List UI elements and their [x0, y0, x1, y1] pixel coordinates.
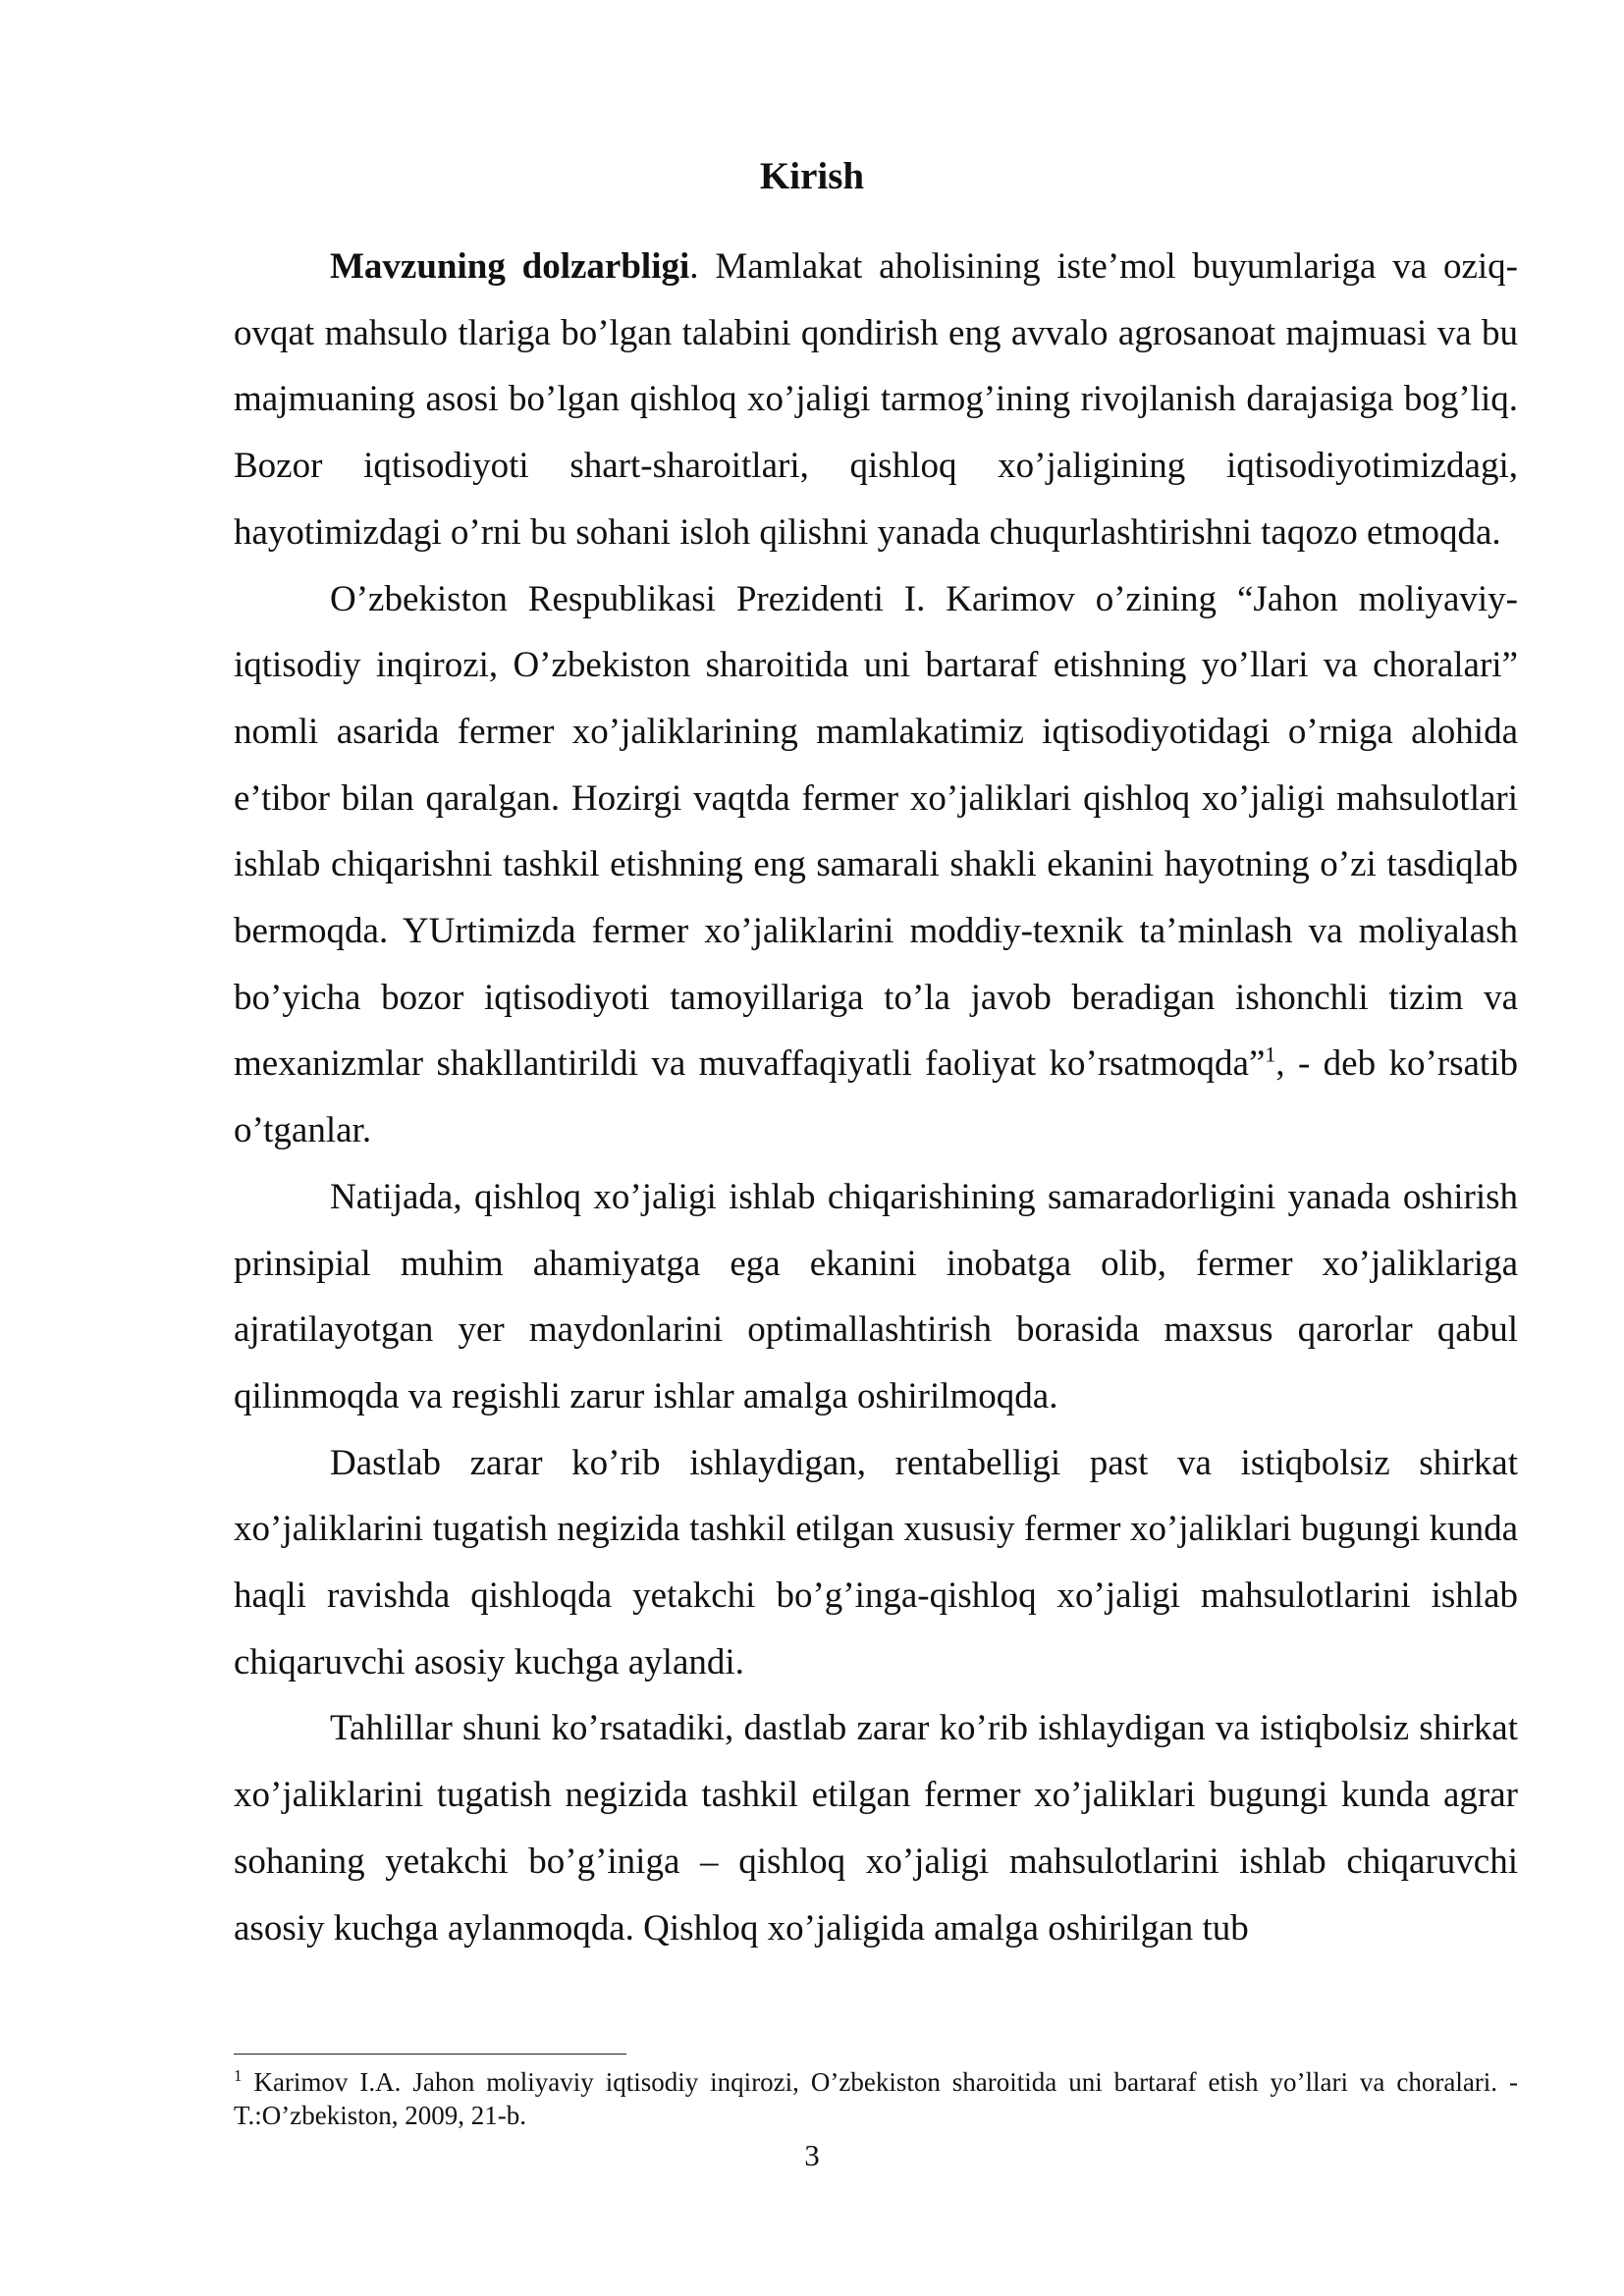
paragraph-text: , - deb ko’rsatib o’tganlar.: [234, 1043, 1518, 1151]
paragraph-text: O’zbekiston Respublikasi Prezidenti I. Karimov o’zining “Jahon moliyaviy-iqtisodiy inqirozi, O’zbekiston sharoitida uni bartaraf etishning yo’llari va choralari” nomli asarida fermer xo’jaliklarining mamlakatimiz iqtisodiyotidagi o’rniga alohida e’tibor bilan qaralgan. Hozirgi vaqtda fermer xo’jaliklari qishloq xo’jaligi mahsulotlari ishlab chiqarishni tashkil etishning eng samarali shakli ekanini hayotning o’zi tasdiqlab bermoqda. YUrtimizda fermer xo’jaliklarini moddiy-texnik ta’minlash va moliyalash bo’yicha bozor iqtisodiyoti tamoyillariga to’la javob beradigan ishonchli tizim va mexanizmlar shakllantirildi va muvaffaqiyatli faoliyat ko’rsatmoqda”: [234, 578, 1518, 1085]
paragraph-5: Tahlillar shuni ko’rsatadiki, dastlab zarar ko’rib ishlaydigan va istiqbolsiz shirkat xo’jaliklarini tugatish negizida tashkil etilgan fermer xo’jaliklari bugungi kunda agrar sohaning yetakchi bo’g’iniga – qishloq xo’jaligi mahsulotlarini ishlab chiqaruvchi asosiy kuchga aylanmoqda. Qishloq xo’jaligida amalga oshirilgan tub: [234, 1708, 1518, 1949]
body-text: [234, 234, 1518, 1961]
paragraph-4: Dastlab zarar ko’rib ishlaydigan, rentabelligi past va istiqbolsiz shirkat xo’jaliklarini tugatish negizida tashkil etilgan xususiy fermer xo’jaliklari bugungi kunda haqli ravishda qishloqda yetakchi bo’g’inga-qishloq xo’jaligi mahsulotlarini ishlab chiqaruvchi asosiy kuchga aylandi.: [234, 1442, 1518, 1682]
footnote-reference[interactable]: 1: [1265, 1042, 1276, 1068]
footnote-text: Karimov I.A. Jahon moliyaviy iqtisodiy inqirozi, O’zbekiston sharoitida uni bartaraf etish yo’llari va choralari. -T.:O’zbekiston, 2009, 21-b.: [234, 2067, 1518, 2130]
paragraph-text: . Mamlakat aholisining iste’mol buyumlariga va oziq-ovqat mahsulo tlariga bo’lgan talabini qondirish eng avvalo agrosanoat majmuasi va bu majmuaning asosi bo’lgan qishloq xo’jaligi tarmog’ining rivojlanish darajasiga bog’liq. Bozor iqtisodiyoti shart-sharoitlari, qishloq xo’jaligining iqtisodiyotimizdagi, hayotimizdagi o’rni bu sohani isloh qilishni yanada chuqurlashtirishni taqozo etmoqda.: [234, 246, 1518, 553]
footnote-separator: [234, 2054, 626, 2055]
paragraph-2: [234, 566, 1518, 1164]
paragraph-3: Natijada, qishloq xo’jaligi ishlab chiqarishining samaradorligini yanada oshirish prinsipial muhim ahamiyatga ega ekanini inobatga olib, fermer xo’jaliklariga ajratilayotgan yer maydonlarini optimallashtirish borasida maxsus qarorlar qabul qilinmoqda va regishli zarur ishlar amalga oshirilmoqda.: [234, 1176, 1518, 1416]
page-title: Kirish: [759, 155, 865, 197]
page-number: 3: [804, 2138, 820, 2172]
footnote-number: 1: [234, 2066, 243, 2085]
paragraph-1: [234, 234, 1518, 566]
footnote: [234, 2065, 1518, 2132]
paragraph-lead: Mavzuning dolzarbligi: [330, 246, 690, 287]
